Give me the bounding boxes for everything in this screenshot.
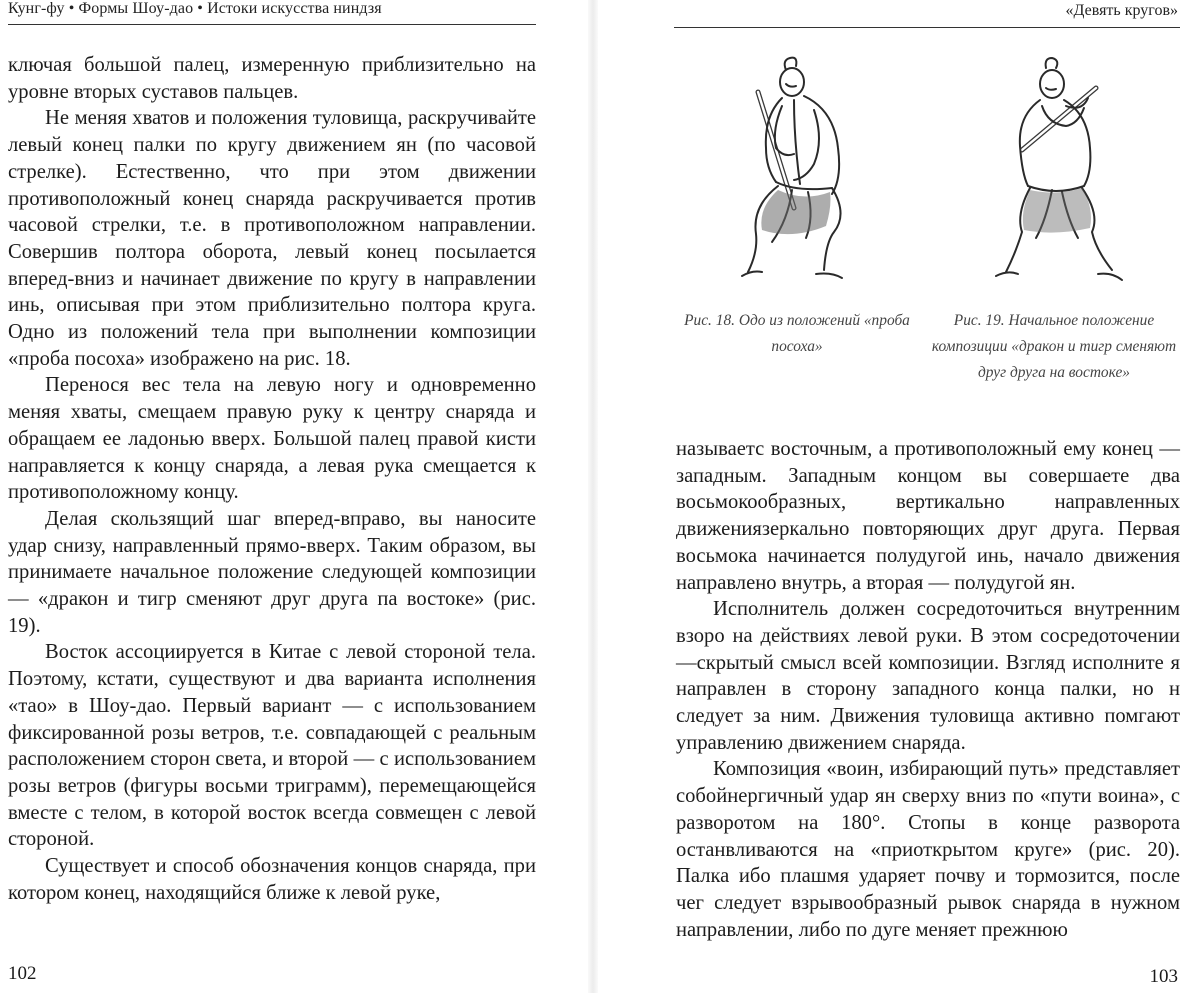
page-number-left: 102 [8,963,37,984]
paragraph: Не меняя хватов и положения туловища, раскручивайте левый конец палки по кругу движением ян (по часовой стрелке). Естественно, что при этом движении противоположный конец снаряда раскручивается против часовой стрелки, т.е. в противоположном направлении. Совершив полтора оборота, левый конец посылается вперед-вниз и начинает движение по кругу в направлении инь, описывая при этом приблизительно полтора круга. Одно из положений тела при выполнении композиции «проба посоха» изображено на рис. 18. [8,107,536,370]
figure-group [674,40,1184,420]
paragraph: Делая скользящий шаг вперед-вправо, вы наносите удар снизу, направленный прямо-вверх. Таким образом, вы принимаете начальное положение следующей композиции — «дракон и тигр сменяют друг друга па востоке» (рис. 19). [8,507,536,637]
left-text-column [8,52,536,907]
paragraph-continued: ключая большой палец, измеренную приблизительно на уровне вторых суставов пальцев. [8,54,536,103]
paragraph: Перенося вес тела на левую ногу и одновременно меняя хваты, смещаем правую руку к центру снаряда и обращаем ее ладонью вверх. Большой палец правой кисти направляется к концу снаряда, а левая рука смещается к противоположному концу. [8,374,536,504]
left-page [0,0,590,993]
figure-19 [931,40,1177,386]
running-head-right: «Девять кругов» [1065,2,1178,19]
paragraph: Исполнитель должен сосредоточиться внутренним взоро на действиях левой руки. В этом сосредоточении —скрытый смысл всей композиции. Взгляд исполните я направлен в сторону западного конца палки, но н следует за ним. Движения туловища активно помгают управлению движением снаряда. [676,598,1180,754]
figure-dragon-tiger-illustration [936,40,1166,300]
header-rule-right [674,27,1180,28]
paragraph: Существует и способ обозначения концов снаряда, при котором конец, находящийся ближе к левой руке, [8,855,536,904]
page-number-right: 103 [1149,966,1178,987]
figure-staff-practice-illustration [682,40,912,300]
paragraph-continued: называетс восточным, а противоположный ему конец — западным. Западным концом вы совершаете два восьмокообразных, вертикально направленных движениязеркально повторяющих друг друга. Первая восьмока начинается полудугой инь, начало движения направлено внутрь, а вторая — полудугой ян. [676,438,1180,594]
header-rule-left [8,24,536,25]
figure-18-caption: Рис. 18. Одо из положений «проба посоха» [684,312,910,355]
paragraph: Восток ассоциируется в Китае с левой стороной тела. Поэтому, кстати, существуют и два варианта исполнения «тао» в Шоу-дао. Первый вариант — с использованием фиксированной розы ветров, т.е. совпадающей с реальным расположением сторон света, и второй — с использованием розы ветров (фигуры восьми триграмм), перемещающейся вместе с телом, в которой восток всегда совмещен с левой стороной. [8,641,536,851]
right-page [596,0,1192,993]
running-head-left: Кунг-фу • Формы Шоу-дао • Истоки искусства ниндзя [8,0,382,17]
figure-19-caption: Рис. 19. Начальное положение композиции «дракон и тигр сменяют друг друга на востоке» [931,312,1177,381]
figure-18 [682,40,912,360]
paragraph: Композиция «воин, избирающий путь» представляет собойнергичный удар ян сверху вниз по «пути воина», с разворотом на 180°. Стопы в конце разворота останвливаются на «приоткрытом круге» (рис. 20). Палка ибо плашмя ударяет почву и тормозится, после чег следует взрывообразный рывок снаряда в нужном направлении, либо по дуге меняет прежнюю [676,758,1180,941]
right-text-column [676,436,1180,943]
